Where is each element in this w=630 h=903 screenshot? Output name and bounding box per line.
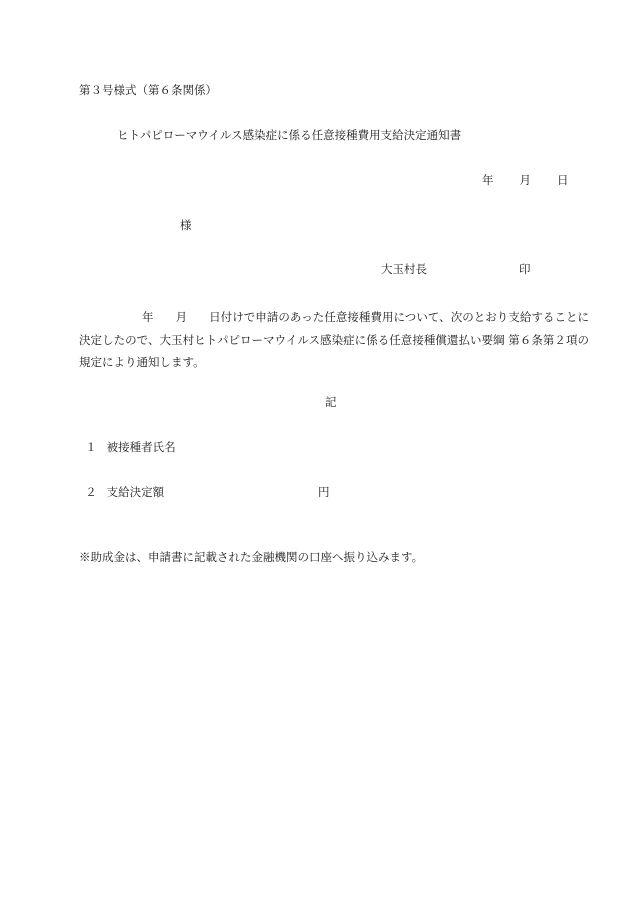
document-title: ヒトパピローマウイルス感染症に係る任意接種費用支給決定通知書	[117, 128, 462, 142]
yen-label: 円	[318, 485, 330, 499]
body-month-label: 月	[175, 310, 188, 324]
item-label: 支給決定額	[106, 485, 165, 499]
item-payment-amount	[79, 485, 164, 499]
addressee-suffix: 様	[180, 218, 192, 232]
seal-label: 印	[519, 262, 531, 276]
item-number: ２	[85, 485, 97, 499]
body-text: 日付けで申請のあった任意接種費用について、次のとおり支給することに決定したので、大玉村ヒトパピローマウイルス感染症に係る任意接種償還払い要綱 第６条第２項の規定により通知します。	[79, 310, 590, 369]
date-year-label: 年	[482, 173, 494, 187]
notice-body	[79, 306, 589, 374]
issuer-name: 大玉村長	[381, 262, 427, 276]
date-line	[482, 173, 569, 187]
item-label: 被接種者氏名	[106, 440, 176, 454]
payment-note: ※助成金は、申請書に記載された金融機関の口座へ振り込みます。	[79, 550, 424, 564]
form-number: 第３号様式（第６条関係）	[79, 83, 217, 97]
ki-label: 記	[325, 395, 337, 409]
date-month-label: 月	[519, 173, 531, 187]
item-number: １	[85, 440, 97, 454]
body-year-label: 年	[142, 310, 154, 324]
item-recipient-name	[79, 440, 176, 454]
date-day-label: 日	[557, 173, 569, 187]
